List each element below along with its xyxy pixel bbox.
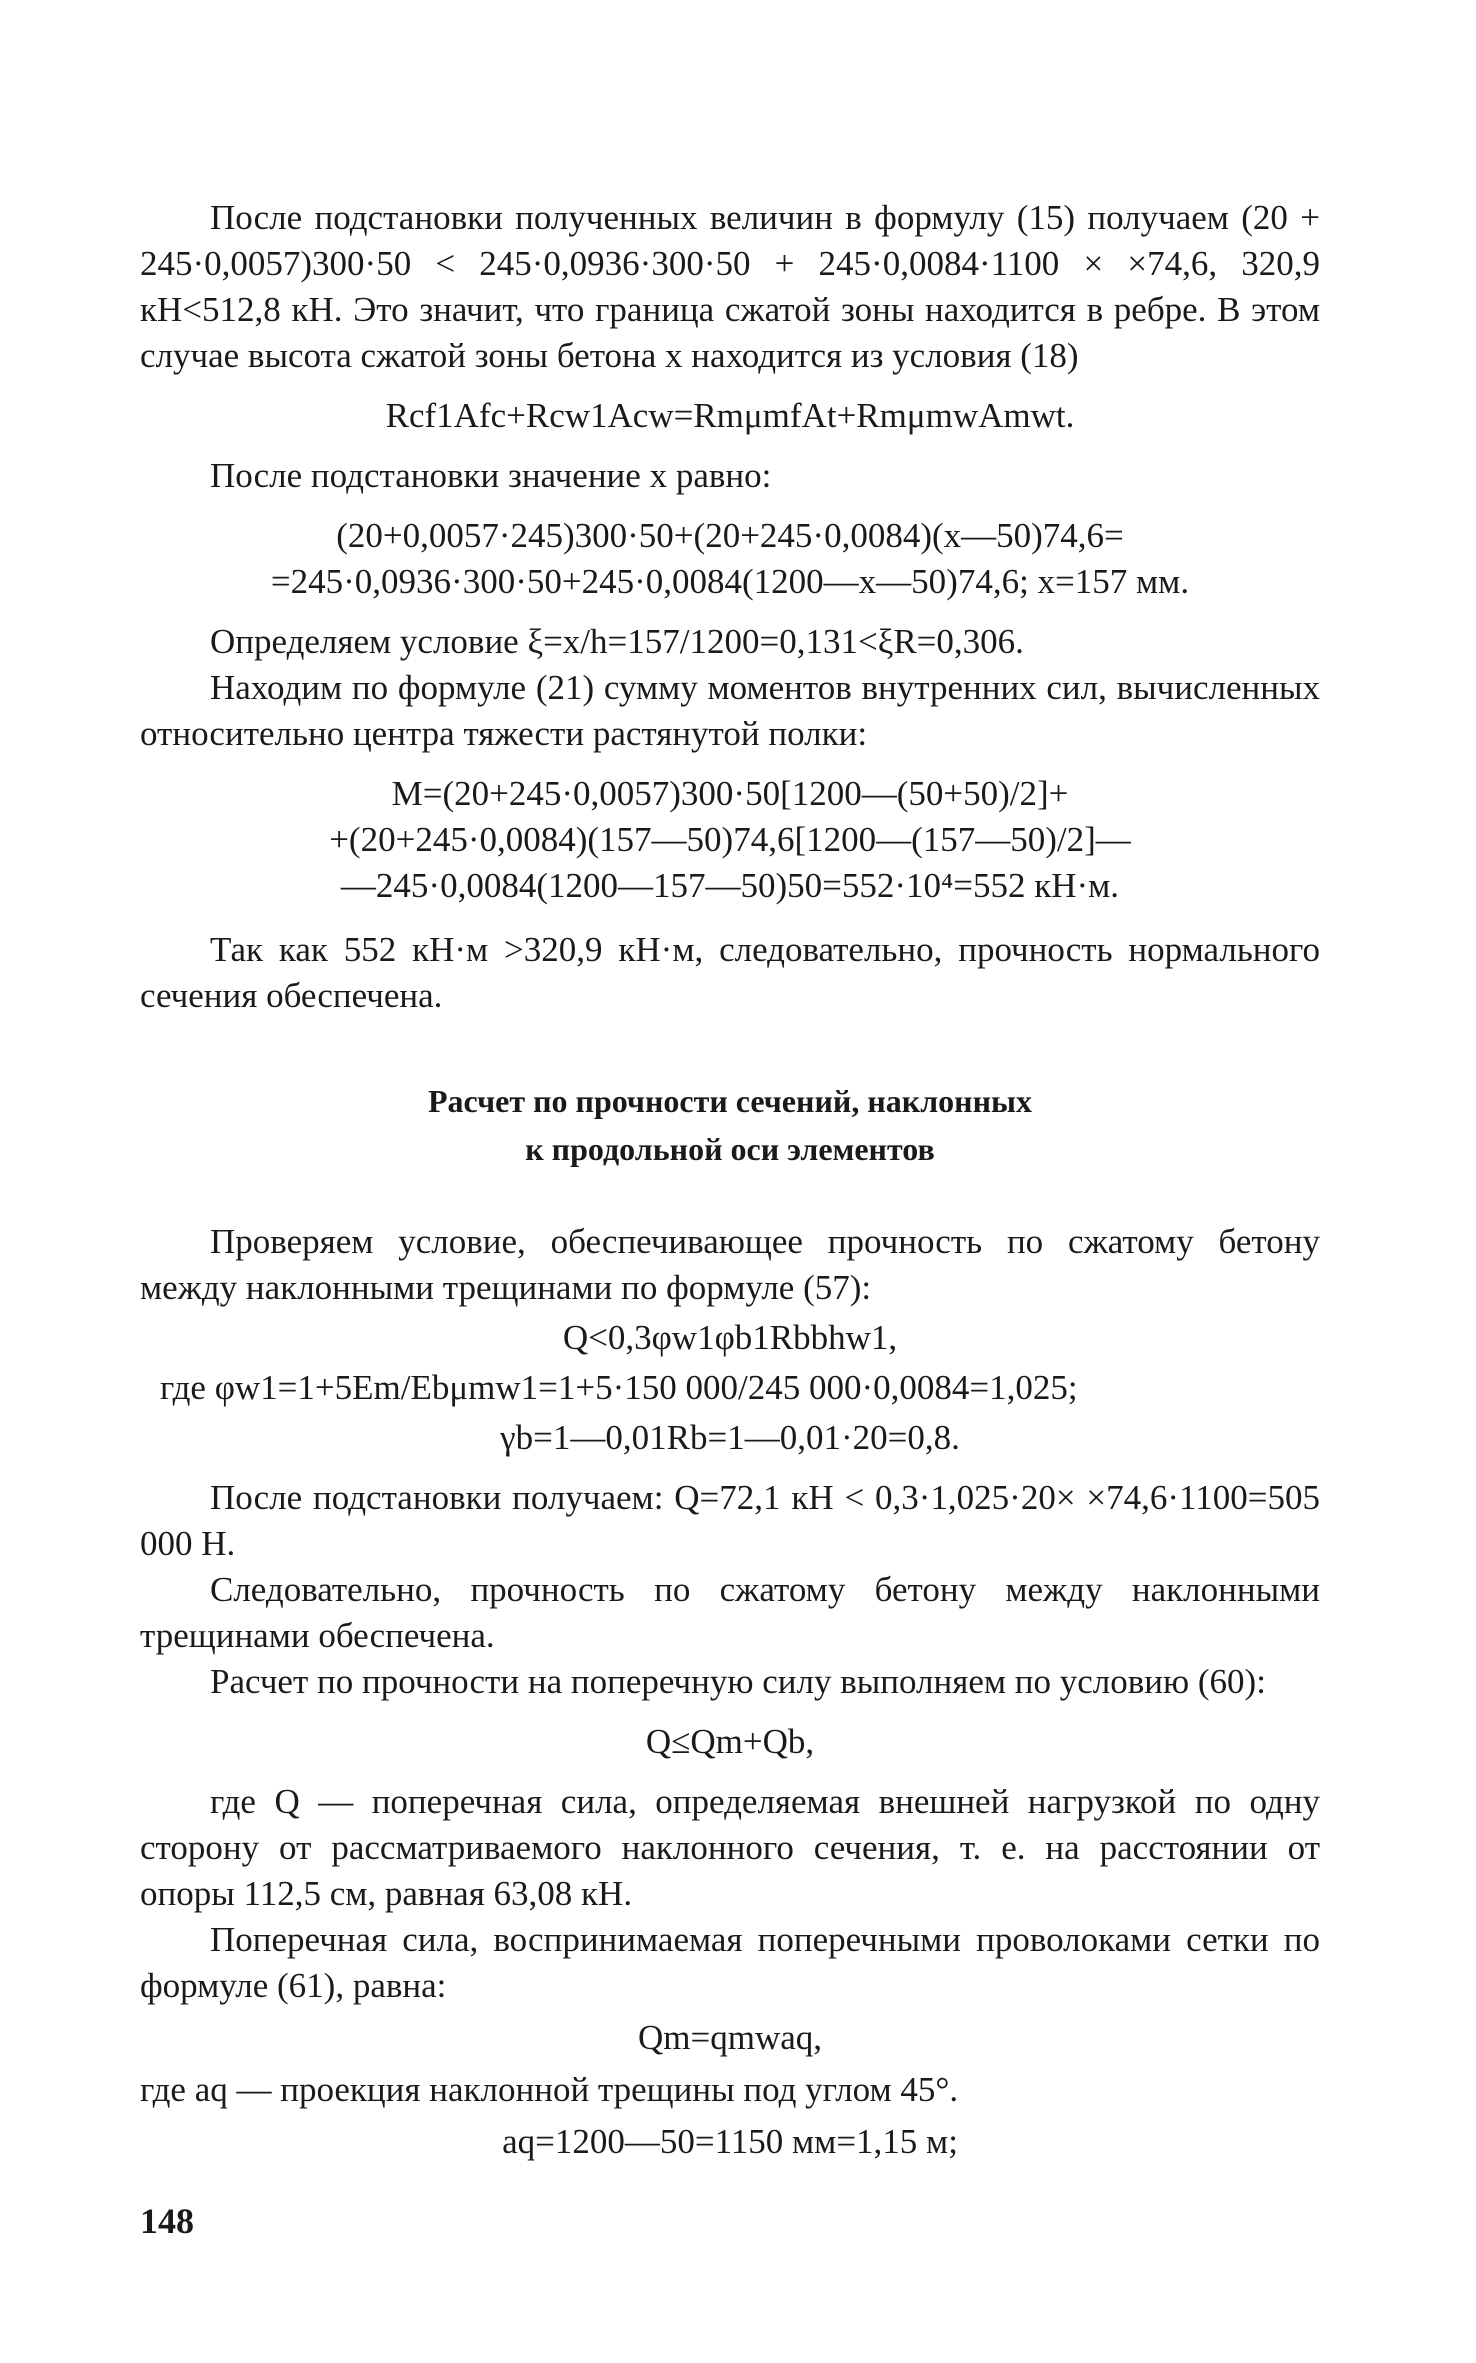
paragraph: где Q — поперечная сила, определяемая внешней нагрузкой по одну сторону от рассматриваемого наклонного сечения, т. е. на расстоянии от опоры 112,5 см, равная 63,08 кН. — [140, 1782, 1320, 1913]
formula-line: Qm=qmwaq, — [637, 2018, 823, 2057]
page-number: 148 — [140, 2201, 194, 2241]
formula-line: —245·0,0084(1200—157—50)50=552·10⁴=552 кН·м. — [340, 866, 1120, 905]
section-heading — [140, 1077, 1320, 1173]
formula-line: M=(20+245·0,0057)300·50[1200—(50+50)/2]+ — [391, 774, 1069, 813]
paragraph: Так как 552 кН·м >320,9 кН·м, следовательно, прочность нормального сечения обеспечена. — [140, 930, 1320, 1015]
paragraph: После подстановки получаем: Q=72,1 кН < 0,3·1,025·20× ×74,6·1100=505 000 Н. — [140, 1478, 1320, 1563]
formula-line: Q<0,3φw1φb1Rbbhw1, — [562, 1318, 898, 1357]
paragraph: После подстановки значение x равно: — [210, 456, 772, 495]
paragraph: Проверяем условие, обеспечивающее прочность по сжатому бетону между наклонными трещинами по формуле (57): — [140, 1222, 1320, 1307]
paragraph: Находим по формуле (21) сумму моментов внутренних сил, вычисленных относительно центра тяжести растянутой полки: — [140, 668, 1320, 753]
section-heading-line: Расчет по прочности сечений, наклонных — [427, 1083, 1032, 1119]
formula-line: aq=1200—50=1150 мм=1,15 м; — [502, 2122, 958, 2161]
formula-line: (20+0,0057·245)300·50+(20+245·0,0084)(x—50)74,6= — [336, 516, 1124, 555]
formula-line: где φw1=1+5Em/Ebμmw1=1+5·150 000/245 000·0,0084=1,025; — [160, 1368, 1078, 1407]
paragraph: Определяем условие ξ=x/h=157/1200=0,131<ξR=0,306. — [210, 622, 1024, 661]
text-body — [140, 195, 1320, 2171]
paragraph: Расчет по прочности на поперечную силу выполняем по условию (60): — [210, 1662, 1266, 1701]
formula-line: =245·0,0936·300·50+245·0,0084(1200—x—50)74,6; x=157 мм. — [270, 562, 1190, 601]
section-heading-line: к продольной оси элементов — [525, 1131, 935, 1167]
paragraph: Поперечная сила, воспринимаемая поперечными проволоками сетки по формуле (61), равна: — [140, 1920, 1320, 2005]
formula-equilibrium: Rcf1Afc+Rcw1Acw=RmμmfAt+RmμmwAmwt. — [385, 396, 1075, 435]
paragraph: Следовательно, прочность по сжатому бетону между наклонными трещинами обеспечена. — [140, 1570, 1320, 1655]
paragraph: где aq — проекция наклонной трещины под углом 45°. — [140, 2070, 959, 2109]
formula-line: Q≤Qm+Qb, — [645, 1722, 815, 1761]
formula-line: γb=1—0,01Rb=1—0,01·20=0,8. — [500, 1418, 960, 1457]
formula-line: +(20+245·0,0084)(157—50)74,6[1200—(157—50)/2]— — [329, 820, 1131, 859]
paragraph: После подстановки полученных величин в формулу (15) получаем (20 + 245·0,0057)300·50 < 245·0,0936·300·50 + 245·0,0084·1100 × ×74,6, 320,9 кН<512,8 кН. Это значит, что граница сжатой зоны находится в ребре. В этом случае высота сжатой зоны бетона x находится из условия (18) — [140, 198, 1320, 375]
